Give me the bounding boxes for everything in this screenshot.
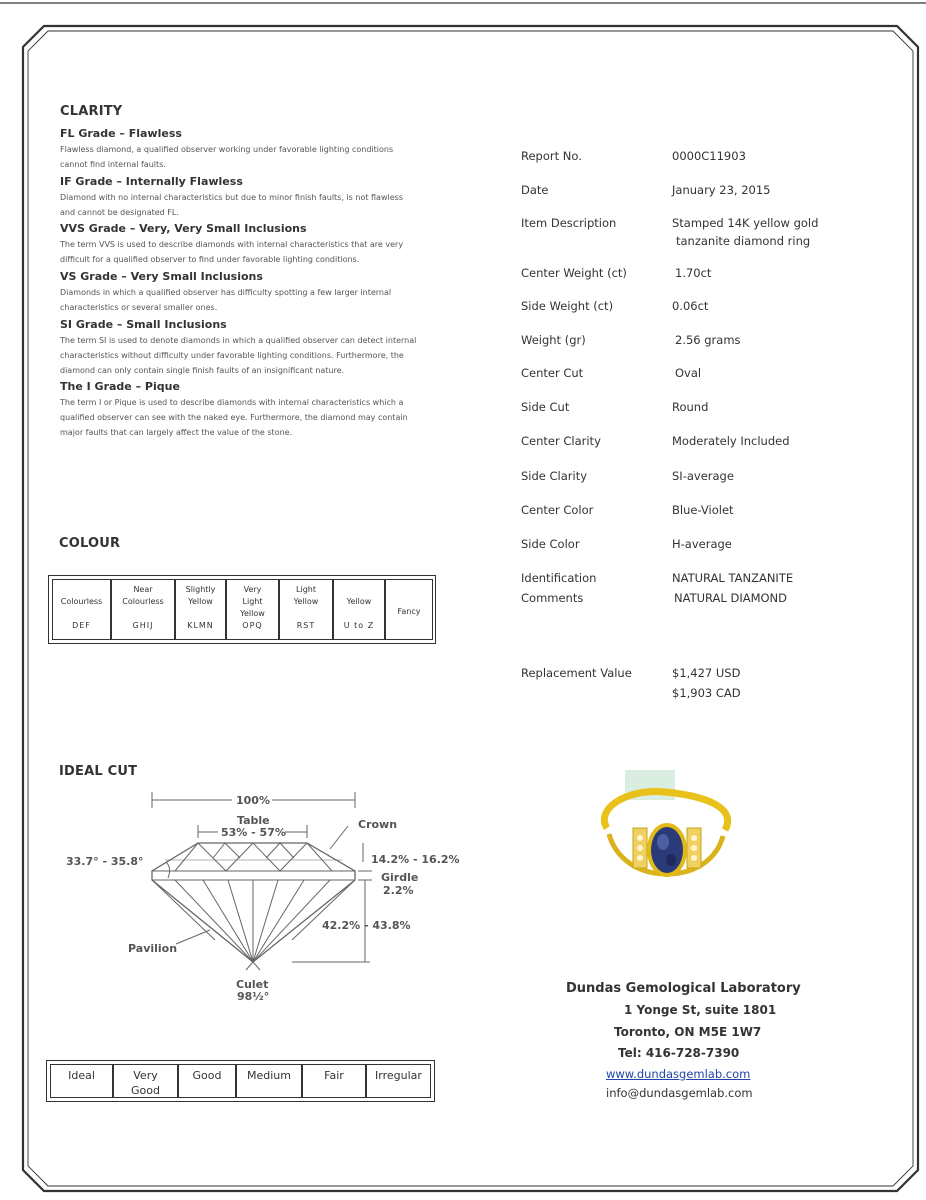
grade-if-title: IF Grade – Internally Flawless: [60, 175, 243, 188]
center-clarity-label: Center Clarity: [521, 434, 601, 448]
item-description-label: Item Description: [521, 216, 617, 230]
ideal-cut-diagram: [0, 780, 460, 1005]
cut-grade-table: [46, 1060, 435, 1102]
cut-grade-ideal: Ideal: [50, 1064, 113, 1098]
grade-i-title: The I Grade – Pique: [60, 380, 180, 393]
clarity-title: CLARITY: [60, 104, 123, 119]
cut-grade-good: Good: [178, 1064, 236, 1098]
cut-grade-irregular: Irregular: [366, 1064, 431, 1098]
cut-grade-very-good: Very Good: [113, 1064, 178, 1098]
colour-cell-fancy: Fancy: [385, 579, 433, 640]
comments-label: Comments: [521, 591, 584, 605]
colour-title: COLOUR: [59, 536, 121, 551]
cut-culet-value: 98½°: [237, 990, 270, 1003]
side-color-label: Side Color: [521, 537, 580, 551]
weight-value: 2.56 grams: [675, 333, 741, 347]
cut-girdle-value: 2.2%: [383, 884, 414, 897]
lab-address: 1 Yonge St, suite 1801: [624, 1003, 777, 1017]
date-label: Date: [521, 183, 549, 197]
center-weight-value: 1.70ct: [675, 266, 712, 280]
center-clarity-value: Moderately Included: [672, 434, 790, 448]
side-color-value: H-average: [672, 537, 732, 551]
cut-crown-angle: 33.7° - 35.8°: [66, 855, 144, 868]
colour-cell-colourless: Colourless DEF: [52, 579, 111, 640]
cut-girdle-label: Girdle: [381, 871, 419, 884]
grade-si-desc: The term SI is used to denote diamonds in which a qualified observer can detect internal characteristics without difficulty under favorable lighting conditions. Furthermore, the diamond can only contain single finish faults of an insignificant nature.: [60, 336, 417, 375]
grade-i-desc: The term I or Pique is used to describe diamonds with internal characteristics which a qualified observer can see with the naked eye. Furthermore, the diamond may contain major faults that can largely affect the value of the stone.: [60, 398, 408, 437]
weight-label: Weight (gr): [521, 333, 586, 347]
side-cut-value: Round: [672, 400, 709, 414]
grade-vs-title: VS Grade – Very Small Inclusions: [60, 270, 263, 283]
date-value: January 23, 2015: [672, 183, 771, 197]
cut-grade-medium: Medium: [236, 1064, 302, 1098]
colour-cell-yellow: Yellow U to Z: [333, 579, 385, 640]
identification-value: NATURAL TANZANITE: [672, 571, 794, 585]
center-weight-label: Center Weight (ct): [521, 266, 627, 280]
grade-si-title: SI Grade – Small Inclusions: [60, 318, 227, 331]
replacement-value-label: Replacement Value: [521, 666, 632, 680]
colour-cell-slightly-yellow: Slightly Yellow KLMN: [175, 579, 226, 640]
lab-name: Dundas Gemological Laboratory: [566, 981, 801, 996]
center-cut-value: Oval: [675, 366, 702, 380]
cut-pavilion-depth: 42.2% - 43.8%: [322, 919, 411, 932]
side-weight-label: Side Weight (ct): [521, 299, 614, 313]
grade-if-desc: Diamond with no internal characteristics but due to minor finish faults, is not flawless and cannot be designated FL.: [60, 193, 403, 217]
colour-cell-light-yellow: Light Yellow RST: [279, 579, 333, 640]
center-color-value: Blue-Violet: [672, 503, 734, 517]
side-clarity-value: SI-average: [672, 469, 734, 483]
replacement-usd: $1,427 USD: [672, 666, 741, 680]
report-no-label: Report No.: [521, 149, 582, 163]
grade-fl-title: FL Grade – Flawless: [60, 127, 182, 140]
identification-label: Identification: [521, 571, 597, 585]
colour-cell-very-light-yellow: Very Light Yellow OPQ: [226, 579, 279, 640]
cut-table-label: Table: [237, 814, 270, 827]
cut-table-range: 53% - 57%: [221, 826, 286, 839]
replacement-cad: $1,903 CAD: [672, 686, 741, 700]
lab-email[interactable]: info@dundasgemlab.com: [606, 1086, 753, 1100]
grade-vs-desc: Diamonds in which a qualified observer has difficulty spotting a few larger internal characteristics or several smaller ones.: [60, 288, 392, 312]
cut-width-label: 100%: [236, 794, 270, 807]
cut-culet-label: Culet: [236, 978, 269, 991]
center-color-label: Center Color: [521, 503, 594, 517]
comments-value: NATURAL DIAMOND: [674, 591, 788, 605]
side-clarity-label: Side Clarity: [521, 469, 588, 483]
ideal-cut-title: IDEAL CUT: [59, 764, 138, 779]
side-weight-value: 0.06ct: [672, 299, 709, 313]
colour-scale-table: [48, 575, 436, 644]
grade-vvs-title: VVS Grade – Very, Very Small Inclusions: [60, 222, 307, 235]
center-cut-label: Center Cut: [521, 366, 584, 380]
item-description-value-1: Stamped 14K yellow gold: [672, 216, 819, 230]
colour-cell-near-colourless: Near Colourless GHIJ: [111, 579, 175, 640]
report-no-value: 0000C11903: [672, 149, 746, 163]
lab-city: Toronto, ON M5E 1W7: [614, 1025, 762, 1039]
grade-fl-desc: Flawless diamond, a qualified observer working under favorable lighting conditions cannot find internal faults.: [60, 145, 394, 169]
side-cut-label: Side Cut: [521, 400, 570, 414]
grade-vvs-desc: The term VVS is used to describe diamonds with internal characteristics that are very difficult for a qualified observer to find under favorable lighting conditions.: [60, 240, 404, 264]
cut-pavilion-label: Pavilion: [128, 942, 178, 955]
cut-grade-fair: Fair: [302, 1064, 366, 1098]
cut-crown-label: Crown: [358, 818, 398, 831]
lab-website-link[interactable]: www.dundasgemlab.com: [606, 1067, 751, 1081]
tanzanite-ring-photo: [585, 770, 745, 900]
item-description-value-2: tanzanite diamond ring: [676, 234, 811, 248]
cut-crown-height: 14.2% - 16.2%: [371, 853, 460, 866]
lab-tel: Tel: 416-728-7390: [618, 1046, 740, 1060]
